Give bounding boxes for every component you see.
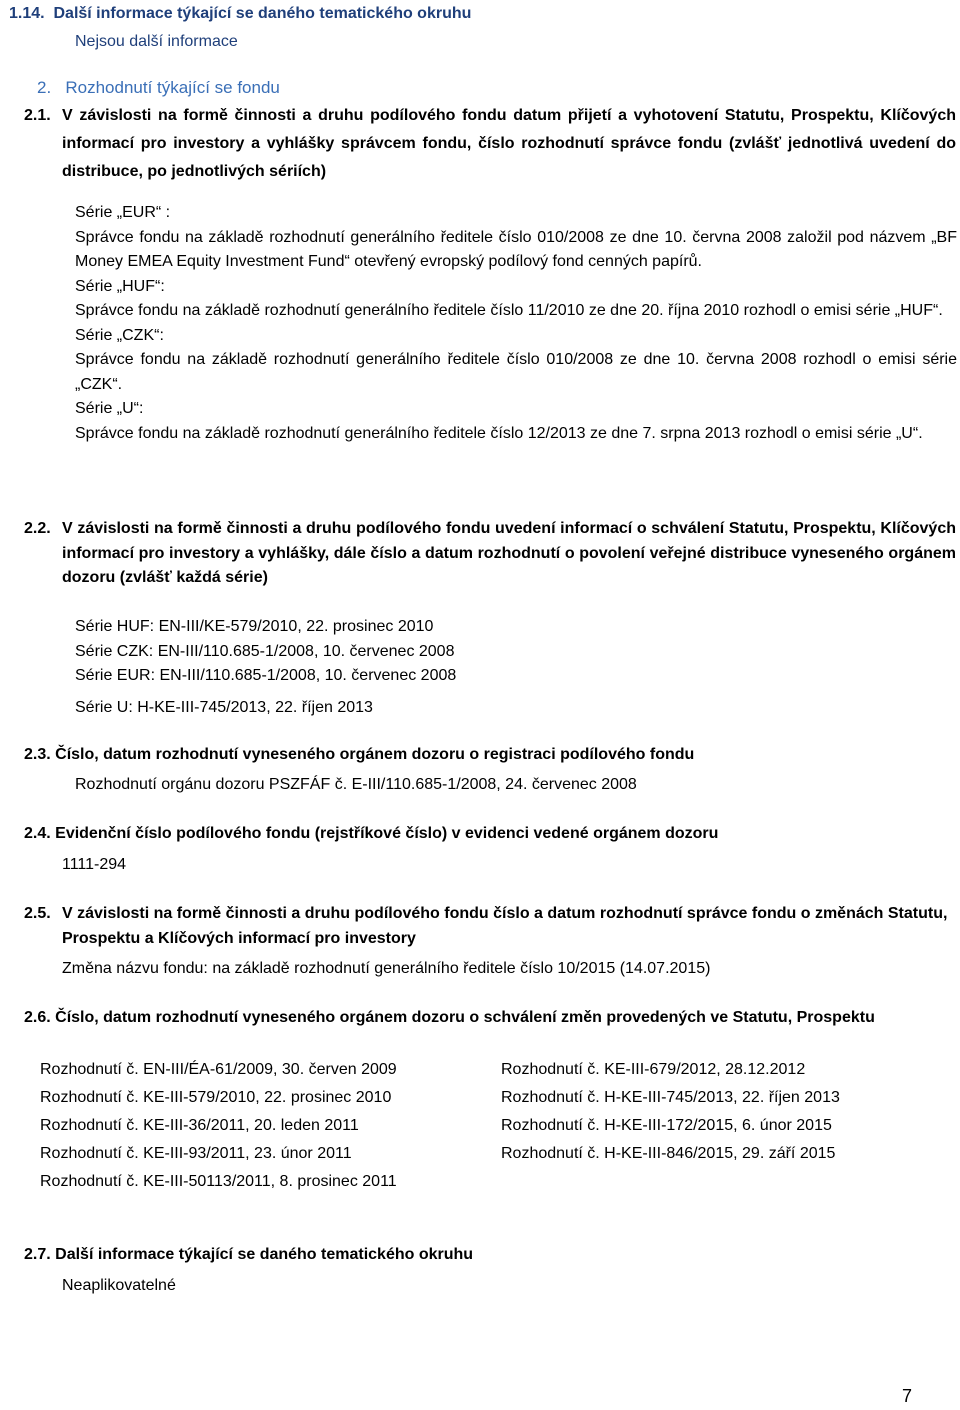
section-2-1-heading: [24, 102, 956, 186]
series-text: Správce fondu na základě rozhodnutí generálního ředitele číslo 010/2008 ze dne 10. června 2008 založil pod názvem „BF Money EMEA Equity Investment Fund“ otevřený evropský podílový fond cenných papírů.: [75, 228, 957, 270]
chapter-number: 2.: [37, 78, 52, 97]
decision-item: Rozhodnutí č. H-KE-III-846/2015, 29. září 2015: [501, 1145, 836, 1162]
decision-item: Rozhodnutí č. EN-III/ÉA-61/2009, 30. červen 2009: [40, 1061, 397, 1078]
series-label: Série „U“:: [75, 400, 144, 417]
section-number: 2.3.: [24, 746, 51, 763]
section-number: 2.4.: [24, 825, 51, 842]
section-1-14-heading: [9, 2, 949, 27]
decision-item: Rozhodnutí č. KE-III-679/2012, 28.12.2012: [501, 1061, 806, 1078]
series-label: Série „CZK“:: [75, 326, 164, 344]
chapter-2-heading: [37, 76, 280, 101]
section-2-6-heading: [24, 1006, 875, 1031]
section-title: V závislosti na formě činnosti a druhu podílového fondu uvedení informací o schválení Statutu, Prospektu, Klíčových informací pro investory a vyhlášky, dále číslo a datum rozhodnutí o povolení veřejné distribuce vyneseného orgánem dozoru (zvlášť každá série): [62, 520, 956, 586]
section-2-5-heading: [24, 902, 956, 951]
section-2-3-body: Rozhodnutí orgánu dozoru PSZFÁF č. E-III/110.685-1/2008, 24. červenec 2008: [75, 776, 637, 793]
decision-item: Rozhodnutí č. KE-III-36/2011, 20. leden 2011: [40, 1117, 359, 1134]
section-title: Evidenční číslo podílového fondu (rejstříkové číslo) v evidenci vedené orgánem dozoru: [55, 825, 719, 842]
decision-column-right: [501, 1056, 960, 1196]
approval-line: Série EUR: EN-III/110.685-1/2008, 10. červenec 2008: [75, 667, 457, 684]
series-text: Správce fondu na základě rozhodnutí generálního ředitele číslo 12/2013 ze dne 7. srpna 2013 rozhodl o emisi série „U“.: [75, 424, 923, 442]
section-title: Další informace týkající se daného tematického okruhu: [55, 1246, 474, 1263]
section-title: V závislosti na formě činnosti a druhu podílového fondu číslo a datum rozhodnutí správce fondu o změnách Statutu, Prospektu a Klíčových informací pro investory: [62, 905, 948, 947]
series-label: Série „EUR“ :: [75, 204, 171, 221]
decision-column-left: [40, 1056, 501, 1196]
section-number: 2.2.: [24, 520, 51, 537]
series-label: Série „HUF“:: [75, 277, 165, 295]
section-2-4-body: 1111-294: [62, 856, 127, 873]
series-text: Správce fondu na základě rozhodnutí generálního ředitele číslo 11/2010 ze dne 20. října 2010 rozhodl o emisi série „HUF“.: [75, 302, 943, 319]
series-list: [75, 201, 957, 446]
approval-line: Série HUF: EN-III/KE-579/2010, 22. prosinec 2010: [75, 618, 434, 635]
section-title: V závislosti na formě činnosti a druhu podílového fondu datum přijetí a vyhotovení Statutu, Prospektu, Klíčových informací pro investory a vyhlášky správcem fondu, číslo rozhodnutí správce fondu (zvlášť jednotlivá uvedení do distribuce, po jednotlivých sériích): [62, 107, 956, 180]
section-2-3-heading: [24, 743, 694, 768]
section-2-7-body: Neaplikovatelné: [62, 1277, 176, 1294]
section-number: 2.6.: [24, 1009, 51, 1026]
section-number: 1.14.: [9, 5, 45, 22]
section-2-5-body: Změna názvu fondu: na základě rozhodnutí generálního ředitele číslo 10/2015 (14.07.2015): [62, 960, 711, 977]
decision-item: Rozhodnutí č. KE-III-50113/2011, 8. prosinec 2011: [40, 1173, 397, 1190]
section-title: Číslo, datum rozhodnutí vyneseného orgánem dozoru o registraci podílového fondu: [55, 746, 695, 763]
decision-item: Rozhodnutí č. H-KE-III-172/2015, 6. únor 2015: [501, 1117, 832, 1134]
chapter-title: Rozhodnutí týkající se fondu: [65, 78, 280, 97]
series-text: Správce fondu na základě rozhodnutí generálního ředitele číslo 010/2008 ze dne 10. června 2008 rozhodl o emisi série „CZK“.: [75, 351, 957, 393]
approval-line: Série U: H-KE-III-745/2013, 22. říjen 2013: [75, 698, 373, 716]
section-number: 2.1.: [24, 107, 51, 124]
section-1-14-body: Nejsou další informace: [75, 33, 238, 50]
decision-table: [40, 1056, 960, 1196]
section-2-7-heading: [24, 1243, 473, 1268]
section-2-2-heading: [24, 517, 956, 591]
section-number: 2.7.: [24, 1246, 51, 1263]
section-title: Číslo, datum rozhodnutí vyneseného orgánem dozoru o schválení změn provedených ve Statutu, Prospektu: [55, 1009, 875, 1026]
section-number: 2.5.: [24, 905, 51, 922]
approval-list: [75, 615, 456, 720]
approval-line: Série CZK: EN-III/110.685-1/2008, 10. červenec 2008: [75, 642, 455, 660]
page-number: 7: [902, 1386, 913, 1406]
section-2-4-heading: [24, 822, 718, 847]
decision-item: Rozhodnutí č. KE-III-579/2010, 22. prosinec 2010: [40, 1089, 392, 1106]
decision-item: Rozhodnutí č. KE-III-93/2011, 23. únor 2011: [40, 1145, 352, 1162]
decision-item: Rozhodnutí č. H-KE-III-745/2013, 22. říjen 2013: [501, 1089, 840, 1106]
section-title: Další informace týkající se daného tematického okruhu: [53, 5, 472, 22]
